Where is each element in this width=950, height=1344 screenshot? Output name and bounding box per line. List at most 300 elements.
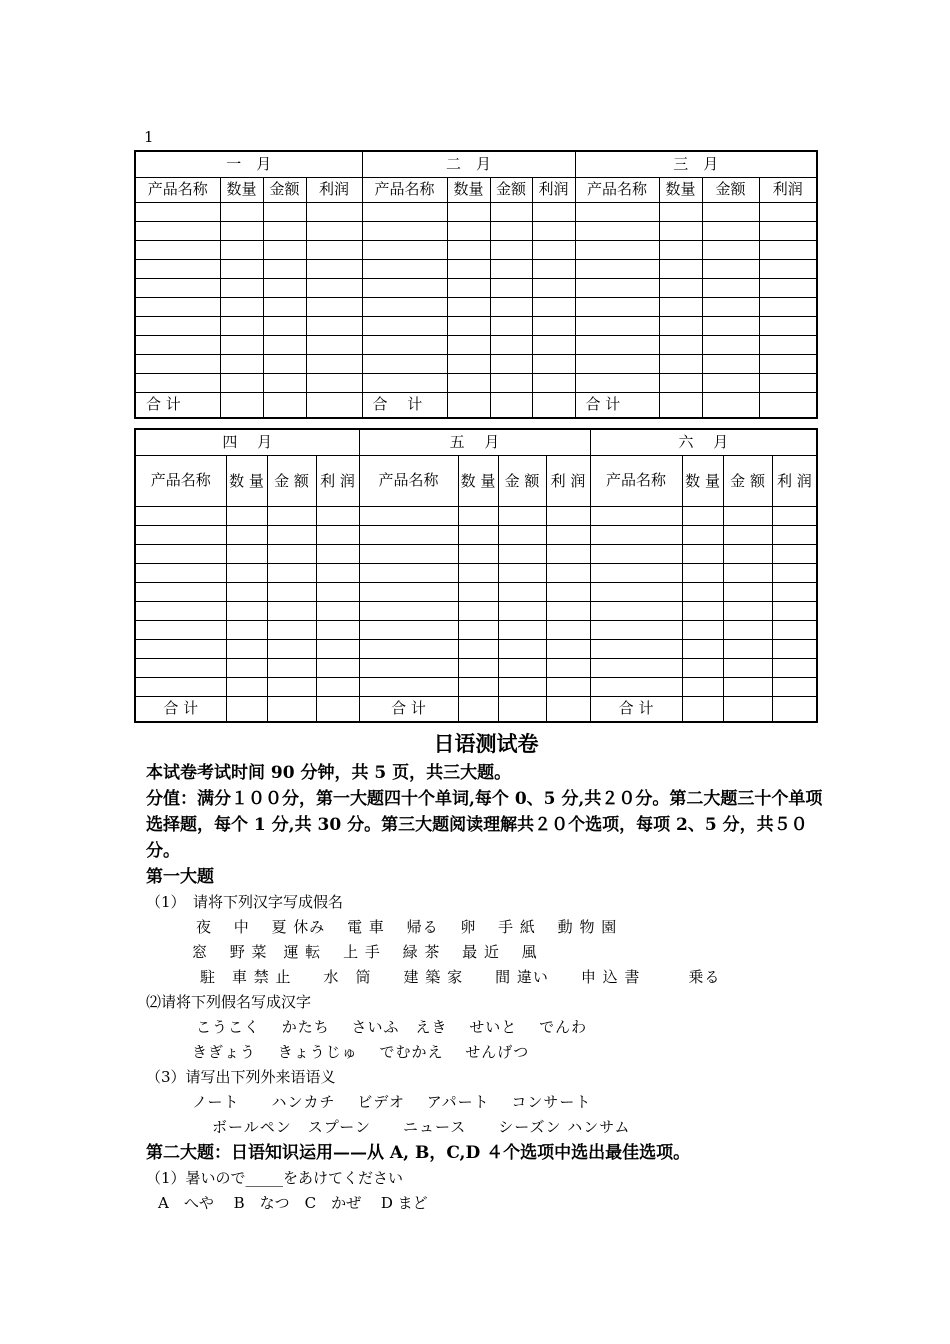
month-header: 三 月: [575, 151, 817, 178]
col-header: 数量: [447, 178, 490, 203]
table-row: [135, 260, 817, 279]
table-cell: [306, 241, 362, 260]
table-cell: [759, 222, 817, 241]
table-cell: [135, 317, 220, 336]
table-cell: [575, 317, 659, 336]
table-cell: [135, 583, 226, 602]
table-cell: [226, 678, 267, 697]
table-row: [135, 279, 817, 298]
table-cell: [458, 583, 498, 602]
table-cell: [659, 203, 702, 222]
table-cell: [135, 241, 220, 260]
table-cell: [575, 241, 659, 260]
table-cell: [759, 374, 817, 393]
table-cell: [447, 279, 490, 298]
table-cell: [772, 640, 817, 659]
table-cell: [220, 317, 263, 336]
table-cell: [267, 526, 316, 545]
table-cell: [723, 526, 772, 545]
table-cell: [306, 260, 362, 279]
table-cell: [263, 260, 306, 279]
table-cell: [702, 279, 759, 298]
table-cell: [316, 545, 359, 564]
section-1-heading: 第一大题: [146, 867, 214, 887]
table-cell: [723, 583, 772, 602]
question-line: 窓 野 菜 運 転 上 手 緑 茶 最 近 風: [192, 943, 538, 961]
table-row: [135, 317, 817, 336]
table-cell: [723, 545, 772, 564]
table-cell: [447, 336, 490, 355]
table-cell: [263, 374, 306, 393]
col-header: 产品名称: [135, 178, 220, 203]
table-cell: [447, 241, 490, 260]
table-cell: [220, 203, 263, 222]
table-row: [135, 336, 817, 355]
table-row: [135, 222, 817, 241]
table-cell: [575, 336, 659, 355]
table-row: [135, 298, 817, 317]
col-header: 金额: [263, 178, 306, 203]
col-header: 利润: [759, 178, 817, 203]
section-2-heading: 第二大题：日语知识运用——从 A, B，C,D ４个选项中选出最佳选项。: [146, 1143, 691, 1163]
question-line: ノート ハンカチ ビデオ アパート コンサート: [192, 1093, 592, 1111]
question-label: ⑵请将下列假名写成汉字: [146, 993, 312, 1011]
table-cell: [723, 621, 772, 640]
table-cell: [220, 298, 263, 317]
table-cell: [490, 279, 532, 298]
table-cell: [135, 678, 226, 697]
table-cell: [590, 545, 682, 564]
question-label: （1）暑いので_____をあけてください: [146, 1169, 404, 1187]
table-cell: [458, 659, 498, 678]
table-cell: [590, 659, 682, 678]
table-cell: [226, 659, 267, 678]
table-row: [135, 507, 817, 526]
total-label: 合 计: [362, 393, 447, 419]
table-cell: [723, 507, 772, 526]
table-cell: [263, 203, 306, 222]
table-cell: [458, 564, 498, 583]
table-cell: [659, 222, 702, 241]
table-row: [135, 678, 817, 697]
table-cell: [723, 602, 772, 621]
table-cell: [682, 678, 723, 697]
table-cell: [575, 203, 659, 222]
question-line: 駐 車 禁 止 水 筒 建 築 家 間 違い 申 込 書 乗る: [200, 968, 721, 986]
table-cell: [362, 298, 447, 317]
table-cell: [723, 564, 772, 583]
table-cell: [267, 507, 316, 526]
exam-intro-score: 分值：满分１００分，第一大题四十个单词,每个 0、5 分,共２０分。第二大题三十个单项选择题，每个 1 分,共 30 分。第三大题阅读理解共２０个选项，每项 2、5 分，共５０分。: [146, 789, 823, 861]
col-header: 利润: [306, 178, 362, 203]
table-cell: [359, 659, 458, 678]
table-cell: [575, 355, 659, 374]
table-cell: [490, 374, 532, 393]
table-cell: [316, 526, 359, 545]
table-cell: [532, 317, 575, 336]
table-cell: [546, 659, 590, 678]
table-cell: [575, 279, 659, 298]
table-cell: [316, 678, 359, 697]
exam-title: 日语测试卷: [433, 732, 539, 756]
table-cell: [447, 355, 490, 374]
table-cell: [220, 355, 263, 374]
table-cell: [532, 241, 575, 260]
table-cell: [135, 336, 220, 355]
table-cell: [226, 545, 267, 564]
table-cell: [226, 564, 267, 583]
table-cell: [498, 545, 546, 564]
table-cell: [135, 507, 226, 526]
table-cell: [575, 260, 659, 279]
table-cell: [362, 374, 447, 393]
table-cell: [362, 260, 447, 279]
table-cell: [546, 621, 590, 640]
exam-intro-time: 本试卷考试时间 90 分钟，共 5 页，共三大题。: [146, 763, 512, 783]
month-header: 六 月: [590, 429, 817, 456]
table-cell: [723, 659, 772, 678]
col-header: 金额: [490, 178, 532, 203]
table-cell: [135, 621, 226, 640]
table-cell: [490, 222, 532, 241]
table-cell: [263, 279, 306, 298]
table-cell: [532, 336, 575, 355]
table-row: [135, 659, 817, 678]
col-header: 数 量: [226, 456, 267, 507]
col-header: 产品名称: [359, 456, 458, 507]
table-cell: [682, 526, 723, 545]
total-label: 合 计: [135, 393, 220, 419]
table-cell: [447, 298, 490, 317]
col-header: 数量: [659, 178, 702, 203]
table-cell: [362, 222, 447, 241]
table-cell: [498, 659, 546, 678]
table-cell: [458, 526, 498, 545]
table-cell: [458, 507, 498, 526]
table-cell: [359, 564, 458, 583]
table-cell: [490, 336, 532, 355]
table-cell: [490, 355, 532, 374]
table-cell: [682, 507, 723, 526]
month-header: 二 月: [362, 151, 575, 178]
page-number: 1: [144, 128, 154, 146]
table-cell: [306, 374, 362, 393]
table-cell: [532, 374, 575, 393]
table-cell: [575, 222, 659, 241]
table-cell: [759, 355, 817, 374]
table-cell: [316, 659, 359, 678]
table-cell: [772, 602, 817, 621]
table-cell: [226, 507, 267, 526]
table-cell: [759, 279, 817, 298]
table-cell: [359, 640, 458, 659]
total-label: 合 计: [590, 697, 682, 723]
table-cell: [659, 374, 702, 393]
table-cell: [267, 583, 316, 602]
total-label: 合 计: [575, 393, 659, 419]
col-header: 利润: [532, 178, 575, 203]
table-cell: [135, 279, 220, 298]
table-row: [135, 526, 817, 545]
table-cell: [263, 317, 306, 336]
table-cell: [702, 355, 759, 374]
table-cell: [659, 336, 702, 355]
table-cell: [263, 355, 306, 374]
table-cell: [659, 241, 702, 260]
table-cell: [359, 583, 458, 602]
table-row: [135, 374, 817, 393]
table-cell: [135, 355, 220, 374]
table-cell: [458, 621, 498, 640]
col-header: 数量: [220, 178, 263, 203]
table-cell: [772, 526, 817, 545]
table-cell: [498, 621, 546, 640]
table-cell: [267, 678, 316, 697]
total-label: 合 计: [359, 697, 458, 723]
table-cell: [447, 222, 490, 241]
table-cell: [220, 336, 263, 355]
question-line: ボールペン スプーン ニュース シーズン ハンサム: [212, 1118, 631, 1136]
table-cell: [702, 336, 759, 355]
table-cell: [362, 279, 447, 298]
exam-section: [146, 728, 826, 1216]
table-cell: [458, 602, 498, 621]
table-cell: [362, 355, 447, 374]
table-cell: [135, 298, 220, 317]
table-cell: [220, 279, 263, 298]
question-label: （3）请写出下列外来语语义: [146, 1068, 336, 1086]
table-cell: [362, 203, 447, 222]
table-cell: [498, 602, 546, 621]
col-header: 利 润: [546, 456, 590, 507]
table-cell: [772, 659, 817, 678]
table-cell: [532, 222, 575, 241]
table-cell: [490, 260, 532, 279]
table-cell: [682, 640, 723, 659]
table-row: [135, 583, 817, 602]
col-header: 金 额: [723, 456, 772, 507]
table-cell: [316, 564, 359, 583]
table-cell: [590, 583, 682, 602]
table-cell: [306, 222, 362, 241]
table-cell: [316, 602, 359, 621]
table-cell: [220, 222, 263, 241]
table-row: [135, 602, 817, 621]
table-cell: [590, 564, 682, 583]
table-cell: [682, 564, 723, 583]
table-cell: [682, 583, 723, 602]
table-cell: [359, 678, 458, 697]
month-header: 一 月: [135, 151, 362, 178]
table-cell: [359, 526, 458, 545]
table-cell: [490, 317, 532, 336]
table-cell: [220, 260, 263, 279]
table-cell: [772, 545, 817, 564]
table-cell: [498, 583, 546, 602]
table-cell: [546, 678, 590, 697]
table-cell: [316, 640, 359, 659]
table-cell: [772, 507, 817, 526]
table-cell: [447, 203, 490, 222]
table-cell: [759, 241, 817, 260]
table-row: [135, 564, 817, 583]
table-cell: [498, 678, 546, 697]
table-cell: [575, 298, 659, 317]
table-row: [135, 203, 817, 222]
table-cell: [498, 507, 546, 526]
col-header: 金 额: [267, 456, 316, 507]
table-cell: [447, 317, 490, 336]
table-cell: [362, 241, 447, 260]
table-cell: [135, 222, 220, 241]
table-cell: [359, 545, 458, 564]
table-cell: [135, 374, 220, 393]
month-header: 五 月: [359, 429, 590, 456]
question-label: （1） 请将下列汉字写成假名: [146, 893, 344, 911]
sales-table-q2: [134, 428, 818, 723]
table-row: [135, 545, 817, 564]
table-cell: [772, 583, 817, 602]
table-cell: [362, 336, 447, 355]
table-cell: [267, 545, 316, 564]
table-cell: [772, 678, 817, 697]
table-cell: [702, 222, 759, 241]
col-header: 产品名称: [590, 456, 682, 507]
table-cell: [263, 222, 306, 241]
table-cell: [682, 602, 723, 621]
table-cell: [458, 640, 498, 659]
table-cell: [135, 545, 226, 564]
table-cell: [532, 260, 575, 279]
col-header: 数 量: [458, 456, 498, 507]
table-cell: [306, 317, 362, 336]
total-label: 合 计: [135, 697, 226, 723]
table-row: [135, 241, 817, 260]
table-cell: [359, 621, 458, 640]
table-cell: [263, 336, 306, 355]
table-cell: [702, 241, 759, 260]
table-cell: [498, 640, 546, 659]
table-cell: [458, 545, 498, 564]
table-cell: [458, 678, 498, 697]
table-cell: [659, 260, 702, 279]
table-cell: [267, 602, 316, 621]
table-cell: [702, 374, 759, 393]
table-cell: [135, 526, 226, 545]
table-cell: [306, 203, 362, 222]
table-cell: [546, 526, 590, 545]
table-cell: [135, 260, 220, 279]
table-cell: [759, 336, 817, 355]
table-cell: [447, 260, 490, 279]
table-cell: [306, 355, 362, 374]
table-cell: [532, 355, 575, 374]
table-cell: [135, 203, 220, 222]
table-cell: [590, 507, 682, 526]
table-cell: [590, 621, 682, 640]
answer-options: A へや B なつ C かぜ D まど: [158, 1194, 428, 1212]
table-cell: [546, 545, 590, 564]
table-cell: [498, 526, 546, 545]
table-cell: [490, 241, 532, 260]
col-header: 产品名称: [575, 178, 659, 203]
table-cell: [359, 602, 458, 621]
table-cell: [546, 507, 590, 526]
table-cell: [546, 602, 590, 621]
table-cell: [306, 298, 362, 317]
table-cell: [316, 583, 359, 602]
table-cell: [659, 298, 702, 317]
table-cell: [306, 336, 362, 355]
table-cell: [532, 298, 575, 317]
table-cell: [532, 279, 575, 298]
table-cell: [267, 564, 316, 583]
col-header: 产品名称: [362, 178, 447, 203]
table-cell: [316, 507, 359, 526]
sales-table-q1: [134, 150, 818, 419]
col-header: 利 润: [316, 456, 359, 507]
table-cell: [135, 564, 226, 583]
question-line: こうこく かたち さいふ えき せいと でんわ: [196, 1018, 588, 1036]
col-header: 金 额: [498, 456, 546, 507]
table-cell: [546, 564, 590, 583]
table-cell: [226, 602, 267, 621]
table-cell: [263, 298, 306, 317]
col-header: 数 量: [682, 456, 723, 507]
table-cell: [659, 355, 702, 374]
table-cell: [759, 203, 817, 222]
table-cell: [546, 583, 590, 602]
table-cell: [546, 640, 590, 659]
table-cell: [316, 621, 359, 640]
table-cell: [682, 621, 723, 640]
table-cell: [226, 583, 267, 602]
table-cell: [220, 374, 263, 393]
col-header: 金额: [702, 178, 759, 203]
table-cell: [590, 640, 682, 659]
table-cell: [226, 621, 267, 640]
table-cell: [135, 640, 226, 659]
table-row: [135, 355, 817, 374]
table-cell: [359, 507, 458, 526]
table-cell: [220, 241, 263, 260]
table-cell: [490, 203, 532, 222]
table-cell: [590, 602, 682, 621]
table-cell: [447, 374, 490, 393]
table-cell: [759, 260, 817, 279]
table-cell: [306, 279, 362, 298]
table-cell: [263, 241, 306, 260]
table-cell: [723, 640, 772, 659]
table-cell: [772, 621, 817, 640]
table-cell: [590, 526, 682, 545]
question-line: きぎょう きょうじゅ でむかえ せんげつ: [192, 1043, 530, 1061]
table-cell: [267, 621, 316, 640]
table-cell: [135, 659, 226, 678]
table-cell: [702, 298, 759, 317]
table-cell: [702, 317, 759, 336]
table-cell: [659, 279, 702, 298]
table-cell: [532, 203, 575, 222]
table-cell: [267, 659, 316, 678]
table-cell: [723, 678, 772, 697]
question-line: 夜 中 夏 休み 電 車 帰る 卵 手 紙 動 物 園: [196, 918, 618, 936]
table-cell: [590, 678, 682, 697]
table-cell: [490, 298, 532, 317]
table-cell: [659, 317, 702, 336]
table-row: [135, 640, 817, 659]
table-row: [135, 621, 817, 640]
